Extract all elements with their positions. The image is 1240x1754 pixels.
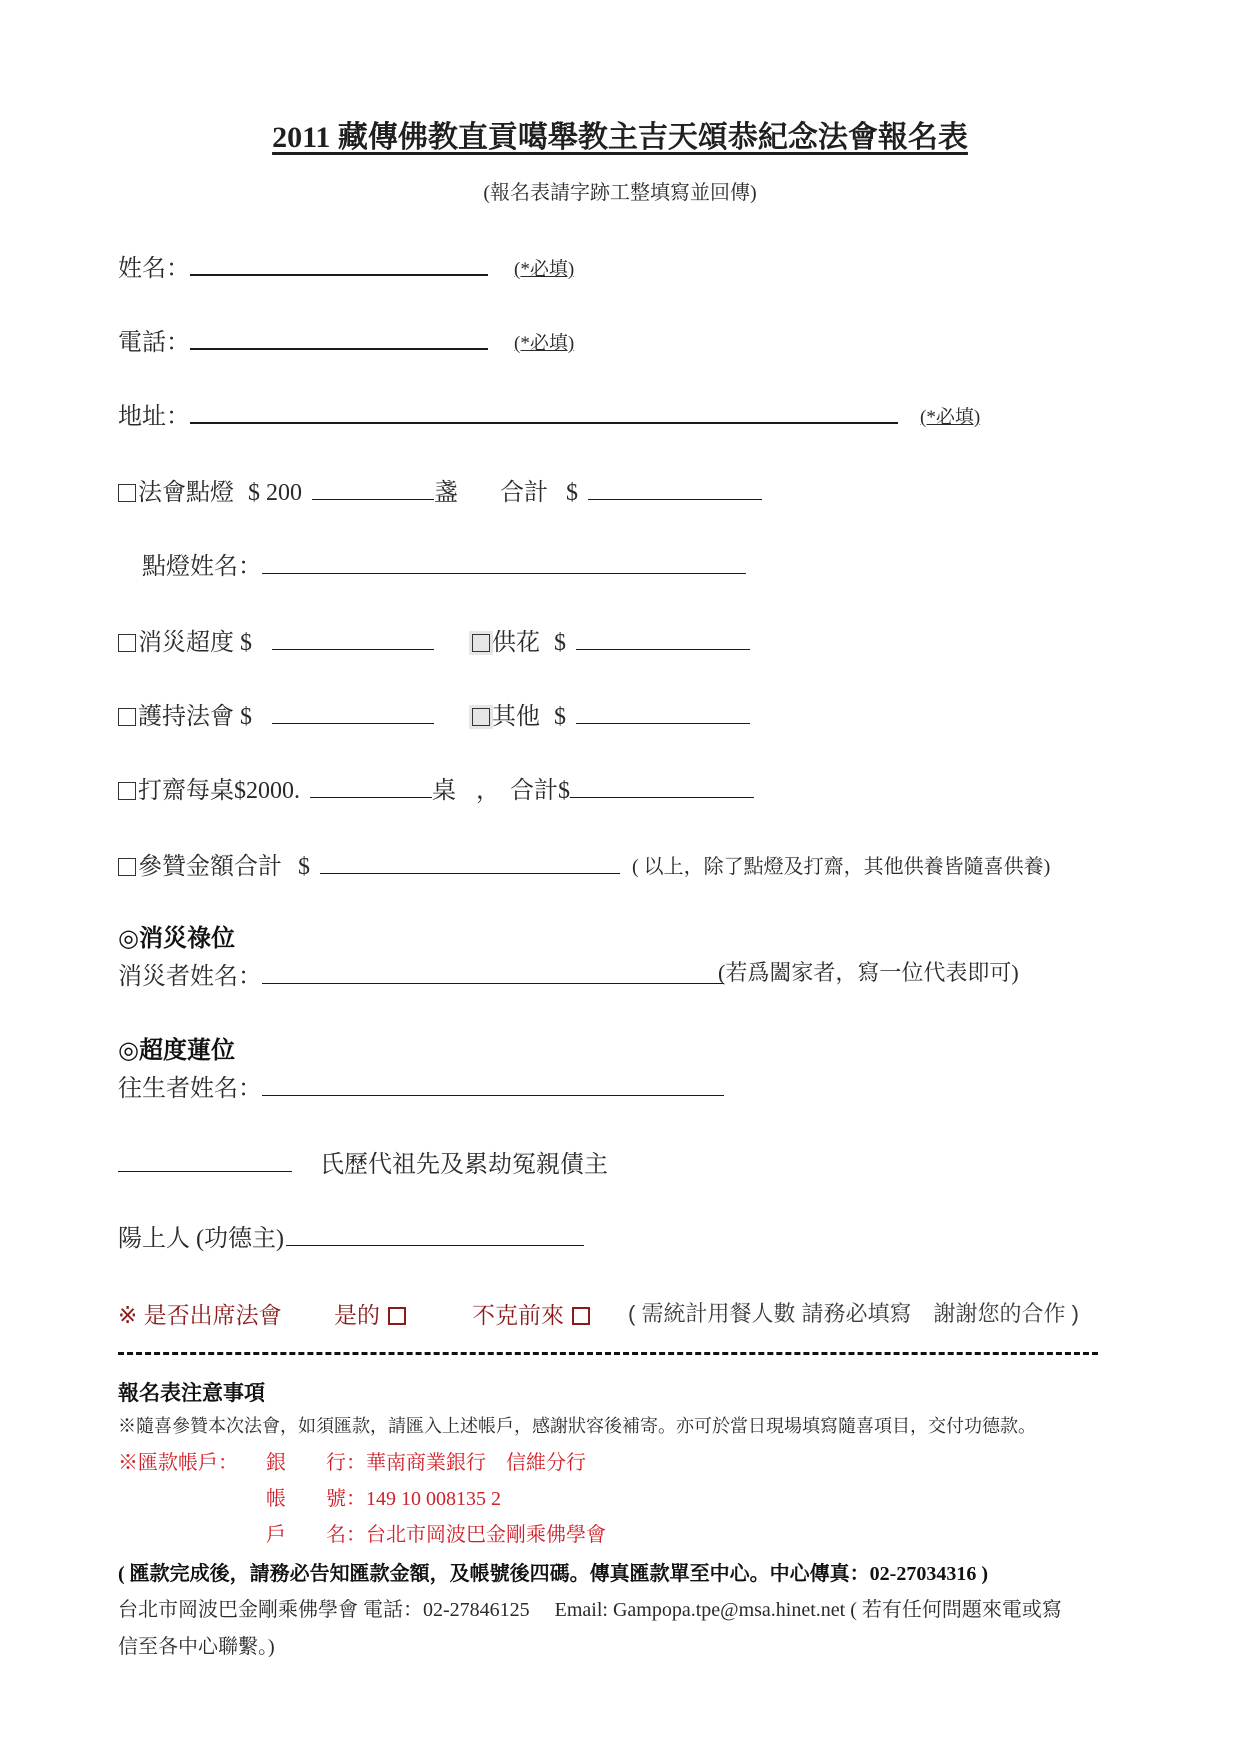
attendance-no (472, 1297, 590, 1330)
meal-quantity-field[interactable] (310, 796, 432, 798)
lamp-row (118, 472, 762, 507)
account-number-value: 149 10 008135 2 (366, 1488, 501, 1510)
disaster-amount-field[interactable] (272, 648, 434, 650)
account-holder-key: 戶 名： (266, 1524, 366, 1546)
lamp-dollar: $ (566, 480, 578, 506)
meal-comma: ， (476, 778, 500, 804)
blessing-name-label: 消災者姓名： (118, 964, 262, 990)
account-number-key: 帳 號： (266, 1488, 366, 1510)
bank-key: 銀 行： (266, 1452, 366, 1474)
flowers-amount-field[interactable] (576, 648, 750, 650)
other-dollar: $ (554, 704, 566, 730)
contact-line-2: 信至各中心聯繫。) (118, 1636, 275, 1658)
blessing-name-field[interactable] (262, 982, 724, 984)
attendance-yes-label: 是的 (334, 1302, 380, 1328)
ancestors-surname-field[interactable] (118, 1170, 292, 1172)
name-row (118, 248, 488, 283)
deceased-name-label: 往生者姓名： (118, 1076, 262, 1102)
lamp-name-field[interactable] (262, 572, 746, 574)
deceased-heading: ◎超度蓮位 (118, 1038, 235, 1064)
support-amount-field[interactable] (272, 722, 434, 724)
flowers-row (472, 622, 750, 657)
address-required-mark: (*必填) (920, 407, 981, 428)
support-row (118, 696, 434, 731)
deceased-name-field[interactable] (262, 1094, 724, 1096)
flowers-label: 供花 (492, 630, 540, 656)
lamp-quantity-field[interactable] (312, 498, 434, 500)
lamp-total-label: 合計 (500, 480, 548, 506)
fax-instructions: ( 匯款完成後，請務必告知匯款金額，及帳號後四碼。傳真匯款單至中心。中心傳真：02-27034316 ) (118, 1563, 988, 1585)
phone-label: 電話： (118, 330, 190, 356)
form-subtitle: (報名表請字跡工整填寫並回傳) (483, 182, 757, 204)
notes-line1: ※隨喜參贊本次法會，如須匯款，請匯入上述帳戶，感謝狀容後補寄。亦可於當日現場填寫隨喜項目，交付功德款。 (118, 1416, 1036, 1436)
lamp-name-row (142, 546, 746, 581)
address-row (118, 396, 898, 431)
name-field[interactable] (190, 273, 488, 276)
lamp-price: $ 200 (248, 480, 302, 506)
account-label: ※匯款帳戶： (118, 1452, 238, 1474)
lamp-checkbox[interactable] (118, 484, 136, 502)
lamp-total-field[interactable] (588, 498, 762, 500)
sum-dollar: $ (298, 854, 310, 880)
sponsor-row (118, 1218, 584, 1253)
deceased-name-row (118, 1068, 724, 1103)
other-label: 其他 (492, 704, 540, 730)
sponsor-field[interactable] (286, 1244, 584, 1246)
sum-row (118, 846, 620, 881)
phone-field[interactable] (190, 347, 488, 350)
flowers-dollar: $ (554, 630, 566, 656)
disaster-row (118, 622, 434, 657)
flowers-checkbox[interactable] (472, 634, 490, 652)
attendance-question: ※ 是否出席法會 (118, 1302, 282, 1328)
sponsor-label: 陽上人 (功德主) (118, 1226, 284, 1252)
account-holder-row (266, 1518, 606, 1547)
attendance-yes (334, 1297, 406, 1330)
account-number-row (266, 1482, 501, 1511)
lamp-name-label: 點燈姓名： (142, 554, 262, 580)
blessing-heading: ◎消災祿位 (118, 926, 235, 952)
other-amount-field[interactable] (576, 722, 750, 724)
blessing-name-row (118, 956, 724, 991)
phone-row (118, 322, 488, 357)
bank-value: 華南商業銀行 信維分行 (366, 1452, 586, 1474)
blessing-note: (若爲闔家者，寫一位代表即可) (718, 960, 1019, 985)
name-label: 姓名： (118, 256, 190, 282)
address-label: 地址： (118, 404, 190, 430)
attendance-no-checkbox[interactable] (572, 1307, 590, 1325)
name-required-mark: (*必填) (514, 259, 575, 280)
ancestors-text: 氏歷代祖先及累劫冤親債主 (320, 1152, 608, 1178)
meal-row (118, 770, 754, 805)
address-field[interactable] (190, 421, 898, 424)
other-row (472, 696, 750, 731)
meal-unit: 桌 (432, 778, 456, 804)
sum-amount-field[interactable] (320, 872, 620, 874)
notes-title: 報名表注意事項 (118, 1382, 265, 1405)
disaster-label: 消災超度 $ (138, 630, 252, 656)
bank-row (266, 1446, 586, 1475)
meal-checkbox[interactable] (118, 782, 136, 800)
meal-total-label: 合計$ (510, 778, 570, 804)
account-holder-value: 台北市岡波巴金剛乘佛學會 (366, 1524, 606, 1546)
disaster-checkbox[interactable] (118, 634, 136, 652)
lamp-unit: 盞 (434, 480, 458, 506)
sum-label: 參贊金額合計 (138, 854, 282, 880)
meal-label: 打齋每桌$2000. (138, 778, 300, 804)
phone-required-mark: (*必填) (514, 333, 575, 354)
support-checkbox[interactable] (118, 708, 136, 726)
sum-checkbox[interactable] (118, 858, 136, 876)
attendance-note: ( 需統計用餐人數 請務必填寫 謝謝您的合作 ) (628, 1301, 1079, 1326)
attendance-no-label: 不克前來 (472, 1302, 564, 1328)
meal-total-field[interactable] (570, 796, 754, 798)
form-title: 2011 藏傳佛教直貢噶舉教主吉天頌恭紀念法會報名表 (272, 121, 968, 154)
attendance-yes-checkbox[interactable] (388, 1307, 406, 1325)
lamp-label: 法會點燈 (138, 480, 234, 506)
divider (118, 1352, 1098, 1355)
support-label: 護持法會 $ (138, 704, 252, 730)
contact-line-1: 台北市岡波巴金剛乘佛學會 電話：02-27846125 Email: Gampopa.tpe@msa.hinet.net ( 若有任何問題來電或寫 (118, 1599, 1062, 1621)
other-checkbox[interactable] (472, 708, 490, 726)
ancestors-row (118, 1144, 608, 1179)
sum-note: ( 以上，除了點燈及打齋，其他供養皆隨喜供養) (632, 856, 1051, 878)
